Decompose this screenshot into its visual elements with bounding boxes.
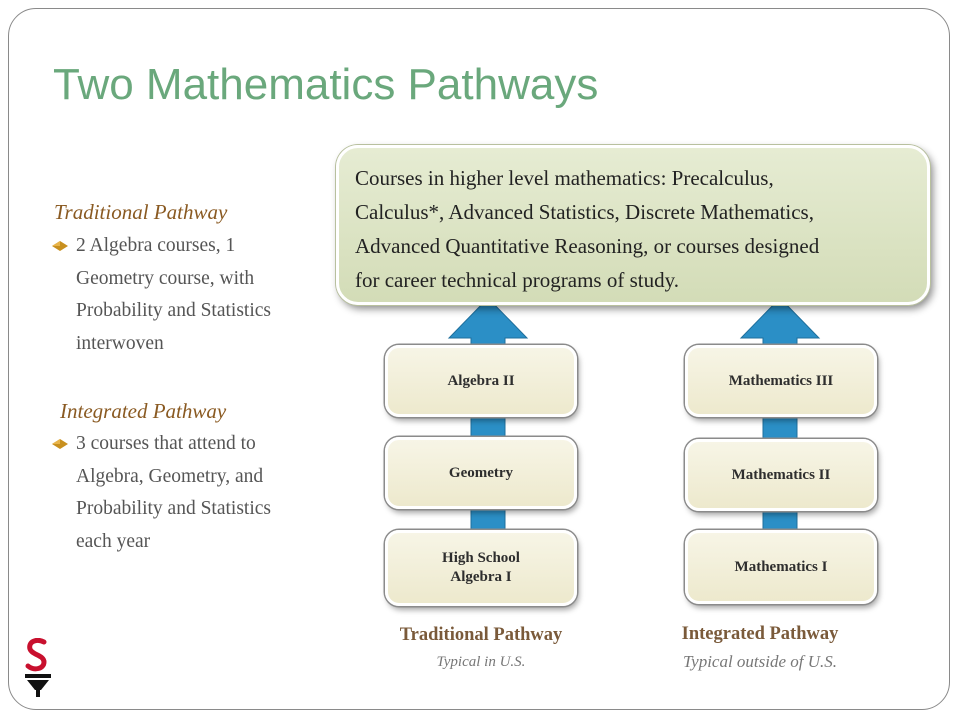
integrated-bullet <box>52 428 321 558</box>
text-line: interwoven <box>76 332 164 354</box>
text-line: 3 courses that attend to <box>76 433 256 454</box>
text-line: 2 Algebra courses, 1 <box>76 235 236 256</box>
course-label: Mathematics III <box>728 372 834 389</box>
course-label: Mathematics II <box>731 466 831 483</box>
traditional-heading: Traditional Pathway <box>54 200 228 224</box>
text-line: each year <box>76 530 151 552</box>
traditional-description <box>76 230 321 360</box>
course-mathematics-iii <box>685 345 877 417</box>
course-mathematics-ii <box>685 439 877 511</box>
text-line: Probability and Statistics <box>76 300 271 321</box>
integrated-heading: Integrated Pathway <box>60 399 227 423</box>
course-label: Geometry <box>448 464 514 481</box>
text-line: for career technical programs of study. <box>355 268 679 292</box>
course-mathematics-i <box>685 530 877 604</box>
text-line: Advanced Quantitative Reasoning, or courses designed <box>355 234 820 258</box>
integrated-description <box>76 428 321 558</box>
integrated-column-sublabel: Typical outside of U.S. <box>682 652 838 671</box>
traditional-bullet <box>52 230 321 360</box>
course-label-line: High School <box>442 550 520 566</box>
torch-s-logo <box>22 638 54 698</box>
higher-level-courses-box <box>336 145 930 305</box>
course-algebra-ii <box>385 345 577 417</box>
integrated-column-label: Integrated Pathway <box>681 624 839 644</box>
course-geometry <box>385 437 577 509</box>
bullet-arrow-icon <box>52 438 68 450</box>
bullet-arrow-icon <box>52 240 68 252</box>
text-line: Geometry course, with <box>76 267 255 289</box>
traditional-column-sublabel: Typical in U.S. <box>436 654 526 670</box>
course-label: Algebra II <box>447 372 515 389</box>
slide-title: Two Mathematics Pathways <box>53 60 599 109</box>
text-line: Probability and Statistics <box>76 498 271 519</box>
higher-level-courses-text <box>355 161 910 297</box>
text-line: Calculus*, Advanced Statistics, Discrete Mathematics, <box>355 200 814 224</box>
course-label: Mathematics I <box>734 558 828 575</box>
course-high-school-algebra-i <box>385 530 577 606</box>
traditional-column-label: Traditional Pathway <box>399 625 563 645</box>
course-label <box>442 549 520 587</box>
text-line: Algebra, Geometry, and <box>76 465 264 487</box>
text-line: Courses in higher level mathematics: Precalculus, <box>355 166 774 190</box>
course-label-line: Algebra I <box>450 569 512 585</box>
